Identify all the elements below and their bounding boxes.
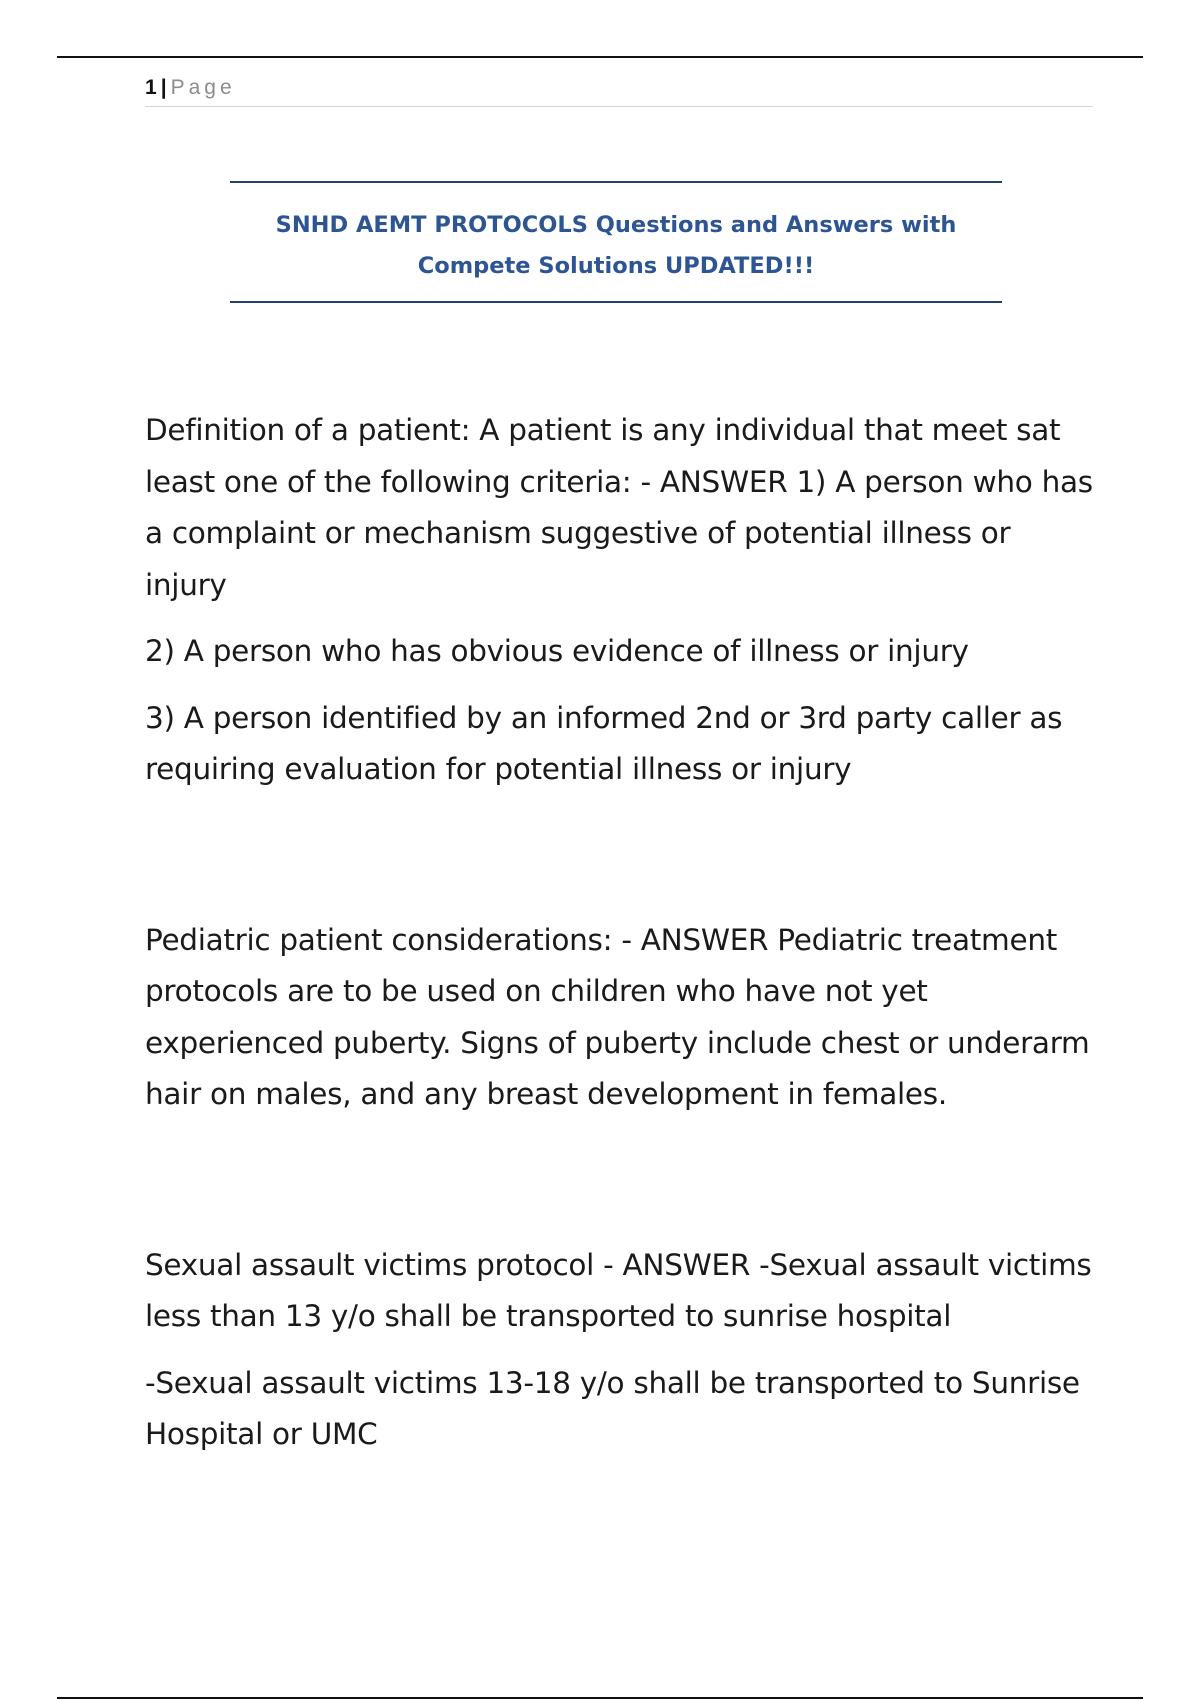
section-spacer (145, 811, 1100, 915)
paragraph: 3) A person identified by an informed 2nd or 3rd party caller as requiring evaluation for potential illness or injury (145, 700, 1063, 786)
paragraph: -Sexual assault victims 13-18 y/o shall be transported to Sunrise Hospital or UMC (145, 1365, 1080, 1451)
qa-block-sexual-assault (145, 1240, 1100, 1461)
page-separator: | (160, 76, 167, 99)
title-line-1: SNHD AEMT PROTOCOLS Questions and Answers with (275, 212, 957, 238)
paragraph: Pediatric patient considerations: - ANSWER Pediatric treatment protocols are to be used on children who have not yet experienced puberty. Signs of puberty include chest or underarm hair on males, and any breast development in females. (145, 922, 1090, 1111)
top-border-line (57, 56, 1143, 58)
page-label: Page (170, 76, 236, 99)
bottom-border-line (57, 1697, 1143, 1699)
page-header (145, 74, 1093, 107)
document-title (230, 205, 1002, 287)
paragraph: Definition of a patient: A patient is any individual that meet sat least one of the following criteria: - ANSWER 1) A person who has a complaint or mechanism suggestive of potential illness or injury (145, 413, 1093, 602)
document-title-box (230, 181, 1002, 303)
paragraph: 2) A person who has obvious evidence of illness or injury (145, 634, 969, 668)
document-body (145, 405, 1100, 1476)
qa-block-pediatric (145, 915, 1100, 1121)
qa-block-patient-definition (145, 405, 1100, 796)
title-line-2: Compete Solutions UPDATED!!! (417, 253, 815, 279)
paragraph: Sexual assault victims protocol - ANSWER -Sexual assault victims less than 13 y/o shall be transported to sunrise hospital (145, 1247, 1092, 1333)
section-spacer (145, 1136, 1100, 1240)
page-number: 1 (145, 76, 157, 99)
